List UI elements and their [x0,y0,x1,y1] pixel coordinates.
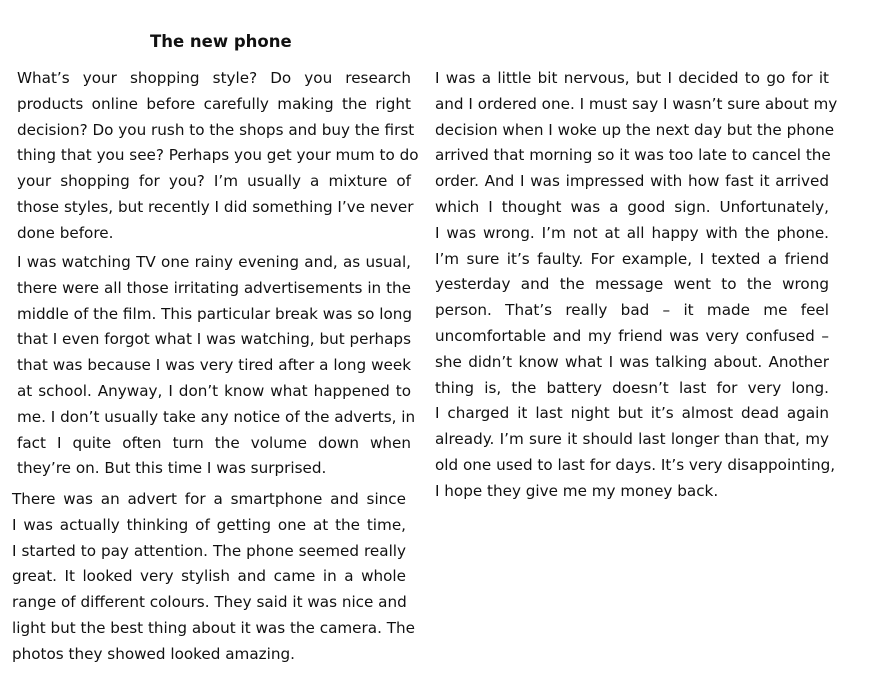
text-line: I started to pay attention. The phone seemed really [12,541,406,560]
text-line: great. It looked very stylish and came in a whole [12,567,406,586]
text-line: middle of the film. This particular break was so long [17,304,413,323]
document-title: The new phone [150,32,292,51]
text-line: at school. Anyway, I don’t know what happened to [17,381,411,400]
text-line: me. I don’t usually take any notice of the adverts, in [17,407,416,426]
text-line: already. I’m sure it should last longer than that, my [435,430,829,449]
text-line: done before. [17,223,114,242]
paragraph-3 [12,487,415,668]
text-line: photos they showed looked amazing. [12,644,295,663]
text-line: thing that you see? Perhaps you get your mum to do [17,146,419,165]
text-line: uncomfortable and my friend was very confused – [435,326,829,345]
text-line: products online before carefully making the right [17,94,411,113]
text-line: thing is, the battery doesn’t last for very long. [435,378,829,397]
text-line: and I ordered one. I must say I wasn’t sure about my [435,94,838,113]
text-line: she didn’t know what I was talking about. Another [435,352,829,371]
text-line: your shopping for you? I’m usually a mixture of [17,172,411,191]
text-line: I charged it last night but it’s almost dead again [435,404,829,423]
text-line: which I thought was a good sign. Unfortunately, [435,197,829,216]
text-line: they’re on. But this time I was surprised. [17,459,327,478]
text-line: those styles, but recently I did something I’ve never [17,197,414,216]
paragraph-2 [17,250,416,482]
text-line: range of different colours. They said it was nice and [12,593,407,612]
text-line: light but the best thing about it was the camera. The [12,618,415,637]
paragraph-4 [435,66,838,505]
text-line: decision? Do you rush to the shops and buy the first [17,120,415,139]
text-line: arrived that morning so it was too late to cancel the [435,146,831,165]
text-line: I hope they give me my money back. [435,481,719,500]
text-line: fact I quite often turn the volume down when [17,433,411,452]
text-line: order. And I was impressed with how fast it arrived [435,172,829,191]
text-line: decision when I woke up the next day but the phone [435,120,835,139]
text-line: What’s your shopping style? Do you research [17,69,411,87]
text-line: I was actually thinking of getting one at the time, [12,515,406,534]
text-line: I was a little bit nervous, but I decided to go for it [435,69,829,87]
text-line: there were all those irritating advertisements in the [17,278,411,297]
text-line: I was watching TV one rainy evening and, as usual, [17,253,411,271]
text-line: There was an advert for a smartphone and since [12,490,406,508]
text-line: I’m sure it’s faulty. For example, I texted a friend [435,249,829,268]
text-line: yesterday and the message went to the wrong [435,275,829,294]
text-line: old one used to last for days. It’s very disappointing, [435,455,836,474]
text-line: that I even forgot what I was watching, but perhaps [17,330,411,349]
text-line: that was because I was very tired after a long week [17,356,411,375]
paragraph-1 [17,66,419,247]
text-line: I was wrong. I’m not at all happy with the phone. [435,223,829,242]
text-line: person. That’s really bad – it made me feel [435,301,829,320]
